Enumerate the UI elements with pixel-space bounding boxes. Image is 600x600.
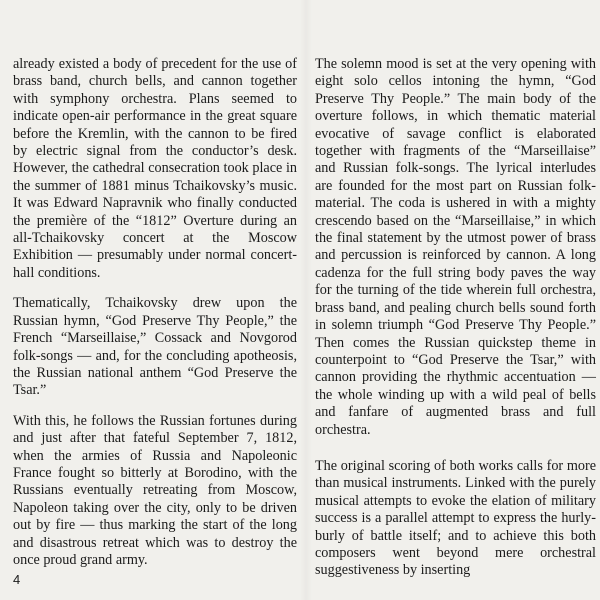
left-text-column [13, 56, 297, 582]
paragraph: Thematically, Tchaikovsky drew upon the Russian hymn, “God Preserve Thy People,” the French “Marseillaise,” Cossack and Novgorod folk-songs — and, for the concluding apotheosis, the Russian national anthem “God Preserve the Tsar.” [13, 295, 297, 399]
page-gutter [300, 0, 312, 600]
paragraph: The solemn mood is set at the very opening with eight solo cellos intoning the hymn, “God Preserve Thy People.” The main body of the overture follows, in which thematic material evocative of savage conflict is elaborated together with fragments of the “Marseillaise” and Russian folk-songs. The lyrical interludes are founded for the most part on Russian folk-material. The coda is ushered in with a mighty crescendo based on the “Marseillaise,” in which the final statement by the utmost power of brass and percussion is reinforced by cannon. A long cadenza for the full string body paves the way for the turning of the tide wherein full orchestra, brass band, and pealing church bells sound forth in solemn triumph “God Preserve Thy People.” Then comes the Russian quickstep theme in counterpoint to “God Preserve the Tsar,” with cannon providing the rhythmic accentuation — the whole winding up with a wild peal of bells and fanfare of augmented brass and full orchestra. [315, 56, 596, 438]
paragraph: The original scoring of both works calls for more than musical instruments. Linked with the purely musical attempts to evoke the elation of military success is a parallel attempt to express the hurly-burly of battle itself; and to achieve this both composers went beyond mere orchestral suggestiveness by inserting [315, 457, 596, 579]
right-text-column [315, 56, 596, 599]
paragraph: With this, he follows the Russian fortunes during and just after that fateful September 7, 1812, when the armies of Russia and Napoleonic France fought so bitterly at Borodino, with the Russians eventually retreating from Moscow, Napoleon taking over the city, only to be driven out by fire — thus marking the start of the long and disastrous retreat which was to destroy the once proud grand army. [13, 412, 297, 568]
page-number: 4 [13, 572, 21, 587]
paragraph: already existed a body of precedent for the use of brass band, church bells, and cannon together with symphony orchestra. Plans seemed to indicate open-air performance in the great square before the Kremlin, with the cannon to be fired by electric signal from the conductor’s desk. However, the cathedral consecration took place in the summer of 1881 minus Tchaikovsky’s music. It was Edward Napravnik who finally conducted the première of the “1812” Overture during an all-Tchaikovsky concert at the Moscow Exhibition — presumably under normal concert-hall conditions. [13, 56, 297, 281]
